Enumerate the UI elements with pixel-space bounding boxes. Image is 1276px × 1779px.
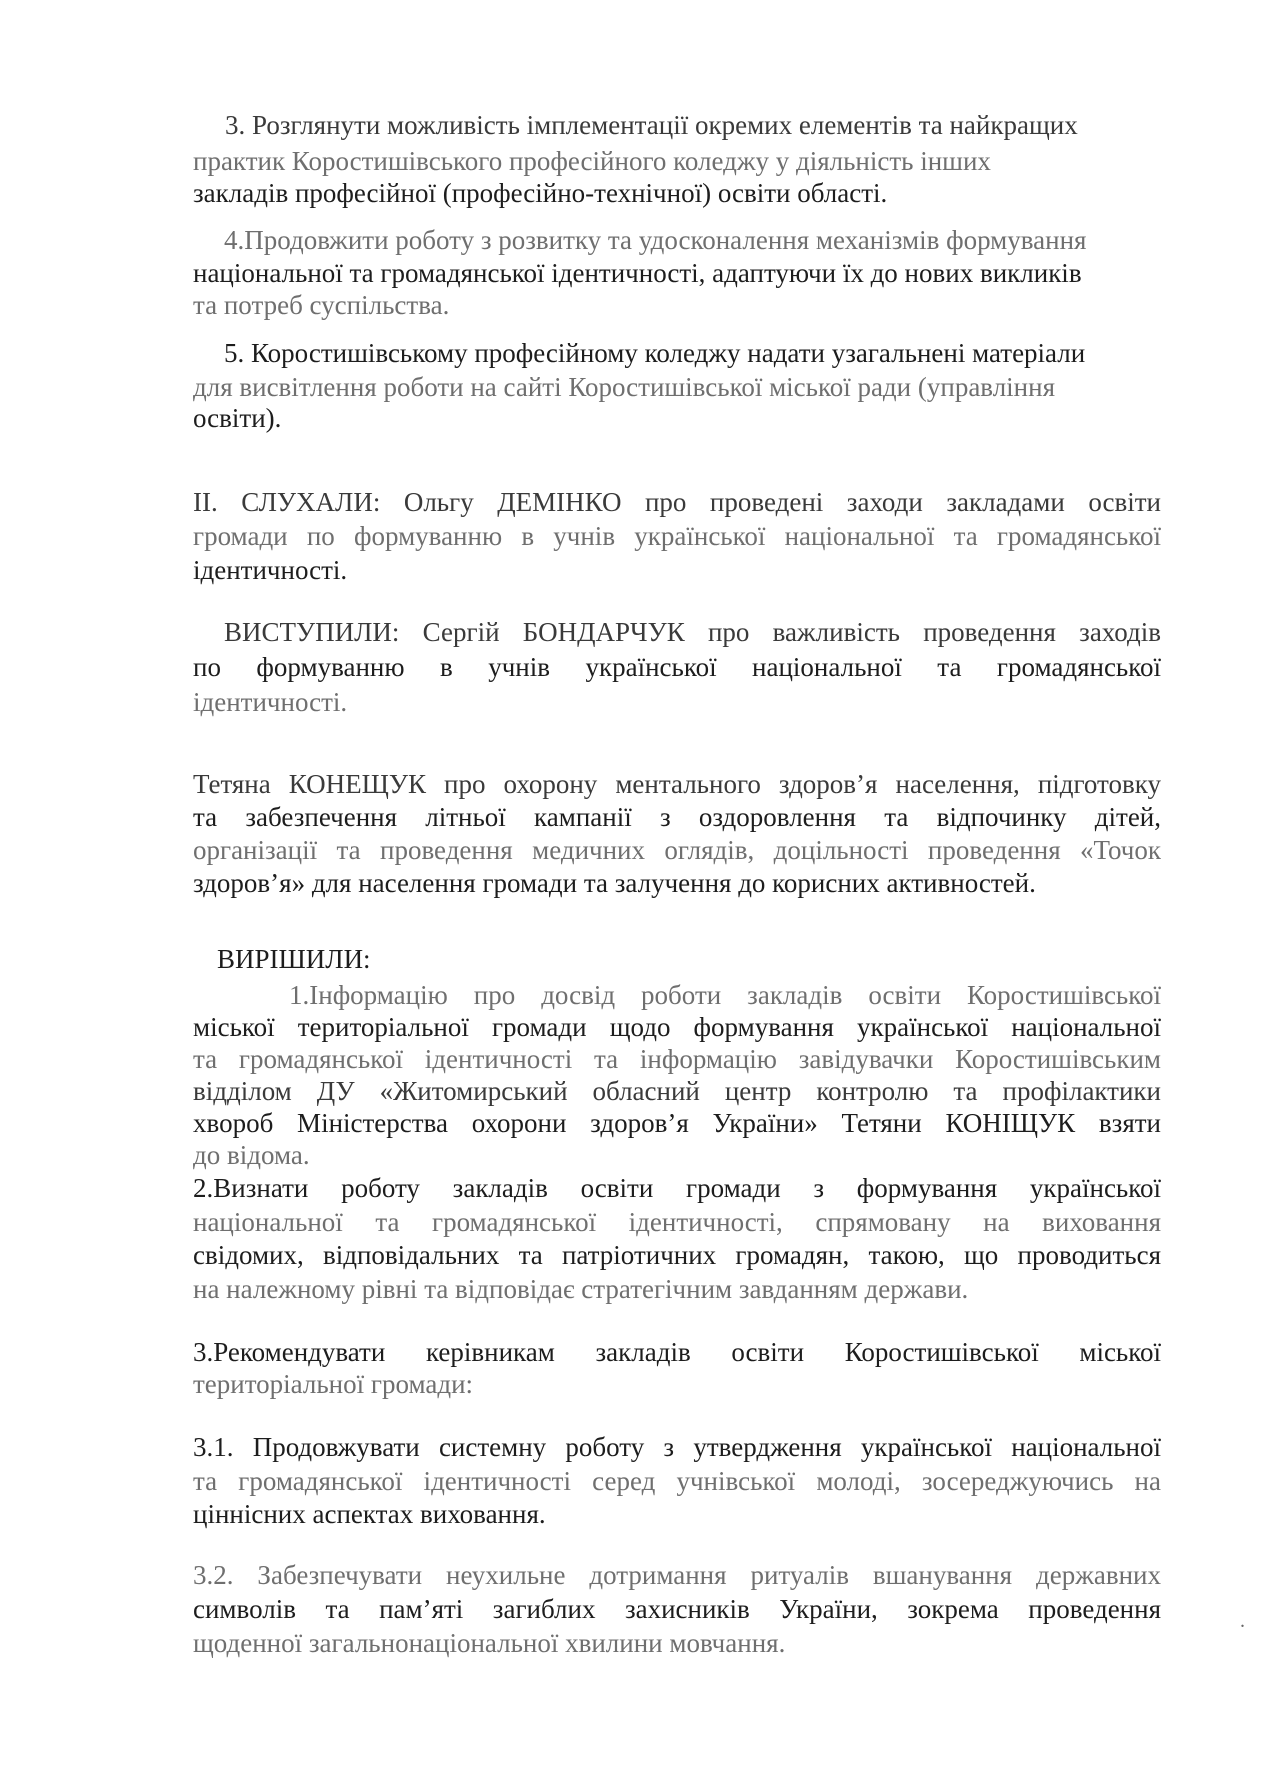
heard-line-1: II. СЛУХАЛИ: Ольгу ДЕМІНКО про проведені заходи закладами освіти <box>193 487 1161 517</box>
decided-heading: ВИРІШИЛИ: <box>217 944 371 974</box>
decision-1-line-4: відділом ДУ «Житомирський обласний центр контролю та профілактики <box>193 1076 1161 1106</box>
decision-2-line-3: свідомих, відповідальних та патріотичних громадян, такою, що проводиться <box>193 1240 1161 1270</box>
spoke-line-2: по формуванню в учнів української національної та громадянської <box>193 652 1161 682</box>
spoke2-line-3: організації та проведення медичних оглядів, доцільності проведення «Точок <box>193 835 1161 865</box>
heard-line-2: громади по формуванню в учнів української національної та громадянської <box>193 521 1161 551</box>
item-5-line-2: для висвітлення роботи на сайті Коростишівської міської ради (управління <box>193 372 1055 402</box>
item-3-line-3: закладів професійної (професійно-технічної) освіти області. <box>193 178 888 208</box>
decision-3-2-line-1: 3.2. Забезпечувати неухильне дотримання ритуалів вшанування державних <box>193 1560 1161 1590</box>
decision-2-line-1: 2.Визнати роботу закладів освіти громади з формування української <box>193 1173 1161 1203</box>
decision-2-line-4: на належному рівні та відповідає стратегічним завданням держави. <box>193 1274 969 1304</box>
decision-3-line-1: 3.Рекомендувати керівникам закладів освіти Коростишівської міської <box>193 1337 1161 1367</box>
decision-2-line-2: національної та громадянської ідентичності, спрямовану на виховання <box>193 1207 1161 1237</box>
item-4-line-2: національної та громадянської ідентичності, адаптуючи їх до нових викликів <box>193 258 1082 288</box>
item-5-line-1: 5. Коростишівському професійному коледжу надати узагальнені матеріали <box>224 338 1086 368</box>
decision-3-1-line-3: ціннісних аспектах виховання. <box>193 1499 546 1529</box>
item-4-line-3: та потреб суспільства. <box>193 290 450 320</box>
spoke-line-3: ідентичності. <box>193 687 348 717</box>
item-5-line-3: освіти). <box>193 403 282 433</box>
decision-1-line-1: 1.Інформацію про досвід роботи закладів освіти Коростишівської <box>289 980 1161 1010</box>
decision-1-line-2: міської територіальної громади щодо формування української національної <box>193 1012 1161 1042</box>
item-3-line-2: практик Коростишівського професійного коледжу у діяльність інших <box>193 146 991 176</box>
item-3-line-1: 3. Розглянути можливість імплементації окремих елементів та найкращих <box>225 110 1078 140</box>
heard-line-3: ідентичності. <box>193 555 348 585</box>
item-4-line-1: 4.Продовжити роботу з розвитку та удосконалення механізмів формування <box>224 225 1087 255</box>
decision-3-2-line-2: символів та пам’яті загиблих захисників України, зокрема проведення <box>193 1594 1161 1624</box>
decision-1-line-3: та громадянської ідентичності та інформацію завідувачки Коростишівським <box>193 1044 1161 1074</box>
decision-3-1-line-1: 3.1. Продовжувати системну роботу з утвердження української національної <box>193 1432 1161 1462</box>
decision-3-1-line-2: та громадянської ідентичності серед учнівської молоді, зосереджуючись на <box>193 1466 1161 1496</box>
spoke2-line-2: та забезпечення літньої кампанії з оздоровлення та відпочинку дітей, <box>193 802 1161 832</box>
spoke2-line-1: Тетяна КОНЕЩУК про охорону ментального здоров’я населення, підготовку <box>193 769 1161 799</box>
decision-1-line-5: хвороб Міністерства охорони здоров’я України» Тетяни КОНІЩУК взяти <box>193 1108 1161 1138</box>
decision-1-line-6: до відома. <box>193 1140 310 1170</box>
margin-dot: . <box>1240 1610 1245 1632</box>
decision-3-2-line-3: щоденної загальнонаціональної хвилини мовчання. <box>193 1628 786 1658</box>
spoke2-line-4: здоров’я» для населення громади та залучення до корисних активностей. <box>193 868 1036 898</box>
decision-3-line-2: територіальної громади: <box>193 1369 474 1399</box>
spoke-line-1: ВИСТУПИЛИ: Сергій БОНДАРЧУК про важливість проведення заходів <box>224 617 1161 647</box>
